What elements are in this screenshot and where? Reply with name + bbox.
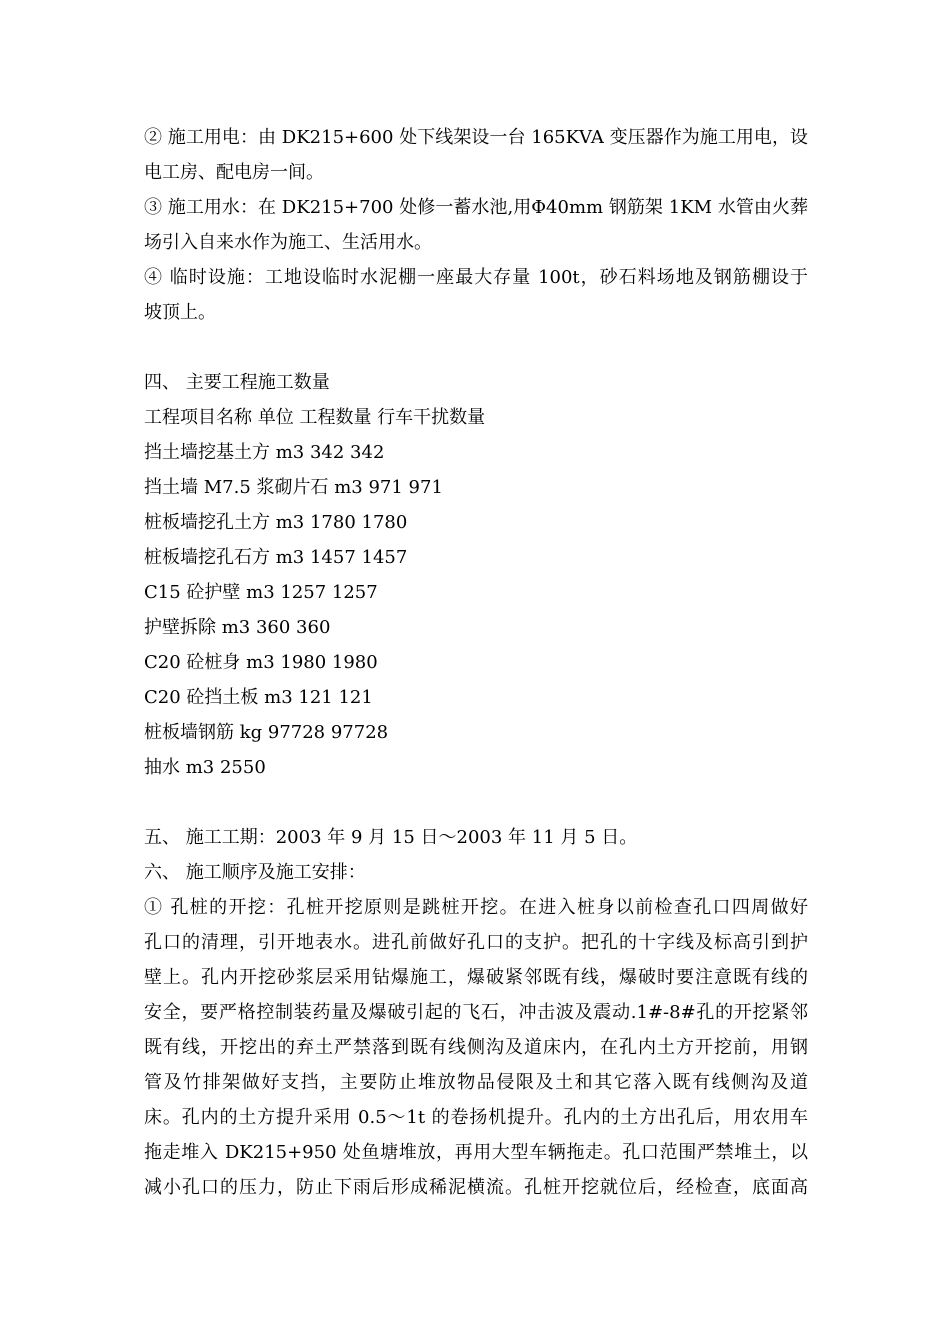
quantity-row: 桩板墙钢筋 kg 97728 97728: [144, 722, 389, 743]
temporary-item-line-1: ④ 临时设施：工地设临时水泥棚一座最大存量 100t，砂石料场地及钢筋棚设于: [144, 267, 808, 288]
section-six-heading: 六、 施工顺序及施工安排：: [144, 862, 366, 883]
electricity-item-line-1: ② 施工用电：由 DK215+600 处下线架设一台 165KVA 变压器作为施工用电，设: [144, 127, 808, 148]
water-item-line-1: ③ 施工用水：在 DK215+700 处修一蓄水池,用Φ40mm 钢筋架 1KM 水管由火葬: [144, 197, 808, 218]
section-six-paragraph-line: 孔口的清理，引开地表水。进孔前做好孔口的支护。把孔的十字线及标高引到护: [144, 932, 808, 953]
quantity-row: 挡土墙挖基土方 m3 342 342: [144, 442, 385, 463]
quantity-table-header: 工程项目名称 单位 工程数量 行车干扰数量: [144, 407, 486, 428]
quantity-row: 抽水 m3 2550: [144, 757, 266, 778]
quantity-row: 挡土墙 M7.5 浆砌片石 m3 971 971: [144, 477, 443, 498]
section-five-heading: 五、 施工工期：2003 年 9 月 15 日～2003 年 11 月 5 日。: [144, 827, 638, 848]
quantity-row: C20 砼挡土板 m3 121 121: [144, 687, 373, 708]
section-six-paragraph-line: 床。孔内的土方提升采用 0.5～1t 的卷扬机提升。孔内的土方出孔后，用农用车: [144, 1107, 808, 1128]
quantity-row: 桩板墙挖孔石方 m3 1457 1457: [144, 547, 408, 568]
section-six-paragraph-line: 既有线，开挖出的弃土严禁落到既有线侧沟及道床内，在孔内土方开挖前，用钢: [144, 1037, 808, 1058]
paragraph-gap: [144, 785, 808, 820]
section-six-paragraph-line: 管及竹排架做好支挡，主要防止堆放物品侵限及土和其它落入既有线侧沟及道: [144, 1072, 808, 1093]
section-six-paragraph-line: ① 孔桩的开挖：孔桩开挖原则是跳桩开挖。在进入桩身以前检查孔口四周做好: [144, 897, 808, 918]
temporary-item-line-2: 坡顶上。: [144, 302, 216, 323]
quantity-row: 桩板墙挖孔土方 m3 1780 1780: [144, 512, 408, 533]
quantity-row: 护壁拆除 m3 360 360: [144, 617, 331, 638]
quantity-row: C20 砼桩身 m3 1980 1980: [144, 652, 378, 673]
section-four-heading: 四、 主要工程施工数量: [144, 372, 330, 393]
quantity-row: C15 砼护壁 m3 1257 1257: [144, 582, 378, 603]
water-item-line-2: 场引入自来水作为施工、生活用水。: [144, 232, 432, 253]
paragraph-gap: [144, 330, 808, 365]
electricity-item-line-2: 电工房、配电房一间。: [144, 162, 324, 183]
section-six-paragraph-line: 壁上。孔内开挖砂浆层采用钻爆施工，爆破紧邻既有线，爆破时要注意既有线的: [144, 967, 808, 988]
section-six-paragraph-line: 减小孔口的压力，防止下雨后形成稀泥横流。孔桩开挖就位后，经检查，底面高: [144, 1177, 808, 1198]
document-page: [144, 120, 808, 1205]
section-six-paragraph-line: 安全，要严格控制装药量及爆破引起的飞石，冲击波及震动.1#-8#孔的开挖紧邻: [144, 1002, 808, 1023]
section-six-paragraph-line: 拖走堆入 DK215+950 处鱼塘堆放，再用大型车辆拖走。孔口范围严禁堆土，以: [144, 1142, 808, 1163]
